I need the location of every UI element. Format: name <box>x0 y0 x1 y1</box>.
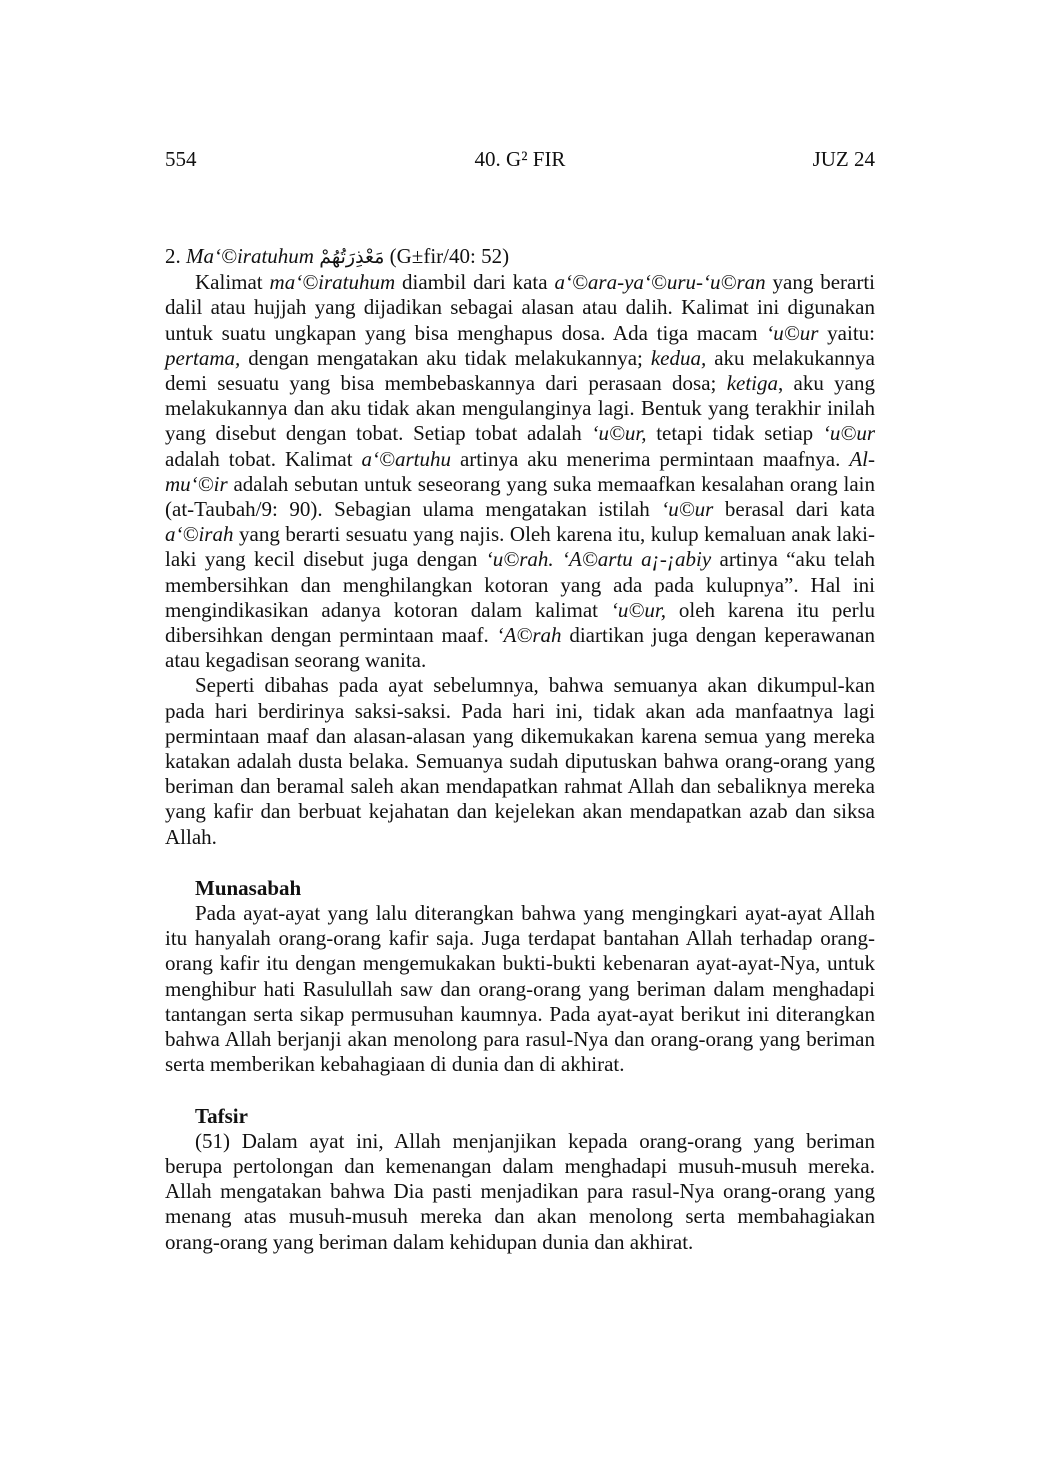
entry-number: 2. <box>165 244 181 268</box>
section-heading-tafsir: Tafsir <box>195 1103 248 1128</box>
italic-term: ‘u©ur, <box>591 421 647 446</box>
text-run: yang berarti sesuatu yang najis. Oleh karena itu, kulup kemaluan anak laki-laki yang kecil disebut juga dengan <box>165 522 875 572</box>
text-run: diambil dari kata <box>395 270 555 295</box>
page-number: 554 <box>165 147 197 171</box>
text-run: aku melakukannya demi sesuatu yang bisa membebaskannya dari perasaan dosa; <box>165 345 875 396</box>
section-heading-munasabah: Munasabah <box>195 875 302 900</box>
italic-term: ‘A©artu a¡-¡abiy <box>562 547 712 572</box>
text-run: adalah tobat. Kalimat <box>165 446 362 471</box>
text-run: artinya “aku telah membersihkan dan menghilangkan kotoran yang ada pada kulupnya”. Hal ini mengindikasikan adanya kotoran dalam kalimat <box>165 547 875 622</box>
section-spacer <box>165 850 875 876</box>
text-run: yang berarti dalil atau hujjah yang dijadikan sebagai alasan atau dalih. Kalimat ini digunakan untuk suatu ungkapan yang bisa menghapus dosa. Ada tiga macam <box>165 270 875 345</box>
juz-label: JUZ 24 <box>812 147 875 171</box>
text-run: oleh karena itu perlu dibersihkan dengan permintaan maaf. <box>165 597 875 648</box>
italic-term: a‘©ara-ya‘©uru-‘u©ran <box>554 270 766 295</box>
entry-term: Ma‘©iratuhum <box>186 244 314 268</box>
text-run: berasal dari kata <box>713 497 875 522</box>
chapter-title: 40. G² FIR <box>474 147 566 171</box>
text-run: artinya aku menerima permintaan maafnya. <box>451 446 850 471</box>
text-run: Kalimat <box>195 270 270 295</box>
italic-term: a‘©irah <box>165 522 234 547</box>
entry-reference: (G±fir/40: 52) <box>389 244 510 268</box>
italic-term: ‘u©ur <box>661 497 714 522</box>
italic-term: ‘u©rah. <box>485 547 554 572</box>
paragraph-tafsir: (51) Dalam ayat ini, Allah menjanjikan kepada orang-orang yang beriman berupa pertolongan dan kemenangan dalam menghadapi musuh-musuh mereka. Allah mengatakan bahwa Dia pasti menjadikan para rasul-Nya orang-orang yang menang atas musuh-musuh mereka dan akan menolong serta membahagiakan orang-orang yang beriman dalam kehidupan dunia dan akhirat. <box>165 1128 875 1254</box>
text-run <box>554 547 562 571</box>
italic-term: a‘©artuhu <box>361 446 452 471</box>
paragraph-summary: Seperti dibahas pada ayat sebelumnya, bahwa semuanya akan dikumpul-kan pada hari berdirinya saksi-saksi. Pada hari ini, tidak akan ada manfaatnya lagi permintaan maaf dan alasan-alasan yang dikemukakan karena semua yang mereka katakan adalah dusta belaka. Semuanya sudah diputuskan bahwa orang-orang yang beriman dan beramal saleh akan mendapatkan rahmat Allah dan sebaliknya mereka yang kafir dan berbuat kejahatan dan kejelekan akan mendapatkan azab dan siksa Allah. <box>165 673 875 849</box>
text-run: dengan mengatakan aku tidak melakukannya; <box>240 345 651 370</box>
paragraph-munasabah: Pada ayat-ayat yang lalu diterangkan bahwa yang mengingkari ayat-ayat Allah itu hanyalah orang-orang kafir saja. Juga terdapat bantahan Allah terhadap orang-orang kafir itu dengan mengemukakan bukti-bukti kebenaran ayat-ayat-Nya, untuk menghibur hati Rasulullah saw dan orang-orang yang beriman dalam menghadapi tantangan serta sikap permusuhan kaumnya. Pada ayat-ayat berikut ini diterangkan bahwa Allah berjanji akan menolong para rasul-Nya dan orang-orang yang beriman serta memberikan kebahagiaan di dunia dan di akhirat. <box>165 901 875 1077</box>
text-run: tetapi tidak setiap <box>646 421 823 446</box>
page-body <box>165 244 875 1255</box>
italic-term: pertama, <box>165 345 241 370</box>
italic-term: ketiga <box>726 371 778 396</box>
italic-term: Al-mu‘©ir <box>165 446 875 496</box>
italic-term: ‘u©ur <box>822 421 875 446</box>
italic-term: ma‘©iratuhum <box>269 270 396 295</box>
italic-term: ‘u©ur <box>766 320 819 345</box>
text-run: adalah sebutan untuk seseorang yang suka memaafkan kesalahan orang lain (at-Taubah/9: 90). Sebagian ulama mengatakan istilah <box>165 471 875 522</box>
entry-arabic: مَعْذِرَتُهُمْ <box>319 246 385 268</box>
paragraph-entry-explanation <box>165 270 875 673</box>
italic-term: ‘u©ur, <box>610 597 666 622</box>
text-run: diartikan juga dengan keperawanan atau kegadisan seorang wanita. <box>165 623 876 673</box>
vocabulary-entry-title <box>165 244 875 270</box>
section-spacer <box>165 1078 875 1104</box>
italic-term: ‘A©rah <box>496 623 562 648</box>
italic-term: kedua, <box>650 345 707 370</box>
text-run: , aku yang melakukannya dan aku tidak akan mengulanginya lagi. Bentuk yang terakhir inilah yang disebut dengan tobat. Setiap tobat adalah <box>165 371 875 446</box>
text-run: yaitu: <box>818 320 875 345</box>
